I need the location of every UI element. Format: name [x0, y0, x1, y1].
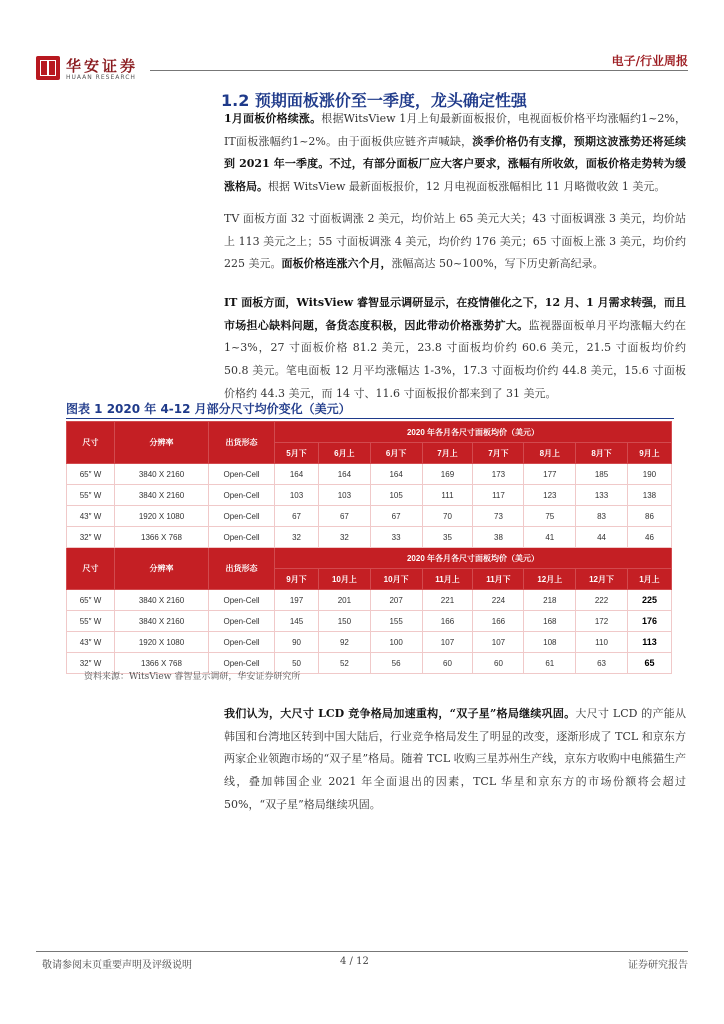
- size-cell: 32″ W: [67, 527, 115, 548]
- value-cell: 86: [627, 506, 671, 527]
- value-cell: 207: [370, 590, 422, 611]
- value-cell: 92: [319, 632, 371, 653]
- value-cell: 172: [576, 611, 628, 632]
- value-cell: 32: [275, 527, 319, 548]
- value-cell: 190: [627, 464, 671, 485]
- value-cell: 107: [422, 632, 473, 653]
- period-cell: 8月下: [576, 443, 628, 464]
- table-row: [67, 632, 672, 653]
- form-cell: Open-Cell: [209, 527, 275, 548]
- header-divider: [150, 70, 688, 71]
- form-cell: Open-Cell: [209, 632, 275, 653]
- value-cell: 50: [275, 653, 319, 674]
- form-cell: Open-Cell: [209, 653, 275, 674]
- p4-emphasis: 我们认为，大尺寸 LCD 竞争格局加速重构，“双子星”格局继续巩固。: [224, 707, 576, 720]
- value-cell: 83: [576, 506, 628, 527]
- head-form: 出货形态: [209, 548, 275, 590]
- p1-text-1: 根据WitsView 1月上旬最新面板报价，电视面板价格平均涨幅约1~2%，IT面板涨幅约1~2%。由于面板供应链齐声喊缺，: [224, 112, 686, 148]
- logo-en: HUAAN RESEARCH: [66, 74, 136, 81]
- period-cell: 7月上: [422, 443, 473, 464]
- period-cell: 11月下: [473, 569, 524, 590]
- figure-source: 资料来源：WitsView 睿智显示调研，华安证券研究所: [84, 672, 301, 682]
- value-cell: 197: [275, 590, 319, 611]
- head-group: 2020 年各月各尺寸面板均价（美元）: [275, 422, 672, 443]
- section-title: 1.2 预期面板涨价至一季度，龙头确定性强: [221, 91, 527, 110]
- period-cell: 6月上: [319, 443, 371, 464]
- res-cell: 3840 X 2160: [115, 611, 209, 632]
- value-cell: 166: [473, 611, 524, 632]
- table-part-1: [67, 422, 672, 548]
- head-size: 尺寸: [67, 422, 115, 464]
- paragraph-2: [224, 208, 686, 276]
- period-cell: 5月下: [275, 443, 319, 464]
- seal-icon: [36, 56, 60, 80]
- value-cell: 103: [275, 485, 319, 506]
- period-cell: 11月上: [422, 569, 473, 590]
- res-cell: 1920 X 1080: [115, 506, 209, 527]
- figure-rule: [66, 418, 674, 419]
- value-cell: 117: [473, 485, 524, 506]
- size-cell: 55″ W: [67, 611, 115, 632]
- value-cell: 108: [524, 632, 576, 653]
- p3-emphasis: IT 面板方面，WitsView 睿智显示调研显示，在疫情催化之下，12 月、1 月需求转强，而且市场担心缺料问题，备货态度积极，因此带动价格涨势扩大。: [224, 296, 686, 332]
- paragraph-4: [224, 703, 686, 817]
- value-cell: 168: [524, 611, 576, 632]
- price-table: [66, 421, 672, 674]
- brand-logo: [36, 56, 146, 82]
- value-cell: 63: [576, 653, 628, 674]
- period-cell: 9月下: [275, 569, 319, 590]
- value-cell: 56: [370, 653, 422, 674]
- form-cell: Open-Cell: [209, 611, 275, 632]
- head-resolution: 分辨率: [115, 548, 209, 590]
- value-cell: 60: [422, 653, 473, 674]
- value-cell: 33: [370, 527, 422, 548]
- value-cell: 110: [576, 632, 628, 653]
- value-cell: 164: [275, 464, 319, 485]
- table-row: [67, 485, 672, 506]
- value-cell: 185: [576, 464, 628, 485]
- value-cell: 70: [422, 506, 473, 527]
- value-cell: 67: [319, 506, 371, 527]
- value-cell: 38: [473, 527, 524, 548]
- period-cell: 12月下: [576, 569, 628, 590]
- value-cell: 138: [627, 485, 671, 506]
- value-cell: 46: [627, 527, 671, 548]
- p3-text: 监视器面板单月平均涨幅大约在 1~3%，27 寸面板价格 81.2 美元，23.8 寸面板均价约 60.6 美元，21.5 寸面板均价约 50.8 美元。笔电面板 12 月平均涨幅达 1-3%，17.3 寸面板均价约 44.8 美元，15.6 寸面板价格约 44.3 美元，而 14 寸、11.6 寸面板报价都来到了 31 美元。: [224, 318, 687, 400]
- value-cell: 164: [319, 464, 371, 485]
- value-cell: 201: [319, 590, 371, 611]
- p1-lead: 1月面板价格续涨。: [224, 112, 322, 125]
- p2-text-2: 涨幅高达 50~100%，写下历史新高纪录。: [391, 257, 604, 271]
- value-cell: 35: [422, 527, 473, 548]
- value-cell: 100: [370, 632, 422, 653]
- value-cell: 222: [576, 590, 628, 611]
- size-cell: 55″ W: [67, 485, 115, 506]
- footer-report-type: 证券研究报告: [628, 960, 688, 971]
- period-cell: 10月下: [370, 569, 422, 590]
- period-cell: 7月下: [473, 443, 524, 464]
- value-cell: 123: [524, 485, 576, 506]
- p2-text-1: TV 面板方面 32 寸面板调涨 2 美元，均价站上 65 美元大关；43 寸面板调涨 3 美元，均价站上 113 美元之上；55 寸面板调涨 4 美元，均价约 176 美元；65 寸面板上涨 3 美元，均价约 225 美元。: [224, 212, 686, 271]
- size-cell: 43″ W: [67, 506, 115, 527]
- form-cell: Open-Cell: [209, 506, 275, 527]
- paragraph-1: [224, 108, 686, 199]
- value-cell: 32: [319, 527, 371, 548]
- head-form: 出货形态: [209, 422, 275, 464]
- size-cell: 65″ W: [67, 464, 115, 485]
- value-cell: 221: [422, 590, 473, 611]
- value-cell-latest: 225: [627, 590, 671, 611]
- value-cell: 107: [473, 632, 524, 653]
- res-cell: 1366 X 768: [115, 653, 209, 674]
- value-cell: 44: [576, 527, 628, 548]
- value-cell: 67: [275, 506, 319, 527]
- head-size: 尺寸: [67, 548, 115, 590]
- table-row: [67, 611, 672, 632]
- p1-text-2: 根据 WitsView 最新面板报价，12 月电视面板涨幅相比 11 月略微收敛 1 美元。: [268, 180, 666, 194]
- value-cell: 67: [370, 506, 422, 527]
- value-cell: 224: [473, 590, 524, 611]
- value-cell: 73: [473, 506, 524, 527]
- value-cell: 105: [370, 485, 422, 506]
- res-cell: 3840 X 2160: [115, 464, 209, 485]
- value-cell: 111: [422, 485, 473, 506]
- value-cell: 177: [524, 464, 576, 485]
- res-cell: 1920 X 1080: [115, 632, 209, 653]
- value-cell-latest: 176: [627, 611, 671, 632]
- value-cell: 103: [319, 485, 371, 506]
- value-cell-latest: 113: [627, 632, 671, 653]
- head-group: 2020 年各月各尺寸面板均价（美元）: [275, 548, 672, 569]
- period-cell: 8月上: [524, 443, 576, 464]
- form-cell: Open-Cell: [209, 590, 275, 611]
- size-cell: 43″ W: [67, 632, 115, 653]
- value-cell: 90: [275, 632, 319, 653]
- period-cell: 1月上: [627, 569, 671, 590]
- value-cell: 61: [524, 653, 576, 674]
- size-cell: 65″ W: [67, 590, 115, 611]
- p4-text: 大尺寸 LCD 的产能从韩国和台湾地区转到中国大陆后，行业竞争格局发生了明显的改变，逐渐形成了 TCL 和京东方两家企业领跑市场的“双子星”格局。随着 TCL 收购三星苏州生产线，京东方收购中电熊猫生产线，叠加韩国企业 2021 年全面退出的因素，TCL 华星和京东方的市场份额将会超过 50%，“双子星”格局继续巩固。: [224, 707, 686, 811]
- table-row: [67, 590, 672, 611]
- value-cell: 173: [473, 464, 524, 485]
- value-cell: 145: [275, 611, 319, 632]
- value-cell: 166: [422, 611, 473, 632]
- period-cell: 12月上: [524, 569, 576, 590]
- res-cell: 3840 X 2160: [115, 590, 209, 611]
- value-cell: 60: [473, 653, 524, 674]
- period-cell: 9月上: [627, 443, 671, 464]
- table-part-2: [67, 548, 672, 674]
- size-cell: 32″ W: [67, 653, 115, 674]
- value-cell: 150: [319, 611, 371, 632]
- form-cell: Open-Cell: [209, 485, 275, 506]
- head-resolution: 分辨率: [115, 422, 209, 464]
- value-cell: 41: [524, 527, 576, 548]
- value-cell-latest: 65: [627, 653, 671, 674]
- value-cell: 169: [422, 464, 473, 485]
- res-cell: 3840 X 2160: [115, 485, 209, 506]
- period-cell: 10月上: [319, 569, 371, 590]
- table-row: [67, 506, 672, 527]
- page-number: 4 / 12: [340, 956, 369, 967]
- report-category: 电子/行业周报: [611, 54, 688, 68]
- table-row: [67, 464, 672, 485]
- footer-divider: [36, 951, 688, 952]
- logo-cn: 华安证券: [66, 57, 139, 75]
- form-cell: Open-Cell: [209, 464, 275, 485]
- value-cell: 155: [370, 611, 422, 632]
- figure-title: 图表 1 2020 年 4-12 月部分尺寸均价变化（美元）: [66, 402, 351, 416]
- p2-emphasis: 面板价格连涨六个月，: [281, 257, 392, 271]
- p1-emphasis: 淡季价格仍有支撑，预期这波涨势还将延续到 2021 年一季度。不过，有部分面板厂应大客户要求，涨幅有所收敛，面板价格走势转为缓涨格局。: [224, 134, 686, 194]
- res-cell: 1366 X 768: [115, 527, 209, 548]
- paragraph-3: [224, 292, 686, 406]
- period-cell: 6月下: [370, 443, 422, 464]
- value-cell: 164: [370, 464, 422, 485]
- table-row: [67, 527, 672, 548]
- value-cell: 133: [576, 485, 628, 506]
- value-cell: 75: [524, 506, 576, 527]
- footer-disclaimer: 敬请参阅末页重要声明及评级说明: [42, 960, 192, 971]
- value-cell: 52: [319, 653, 371, 674]
- value-cell: 218: [524, 590, 576, 611]
